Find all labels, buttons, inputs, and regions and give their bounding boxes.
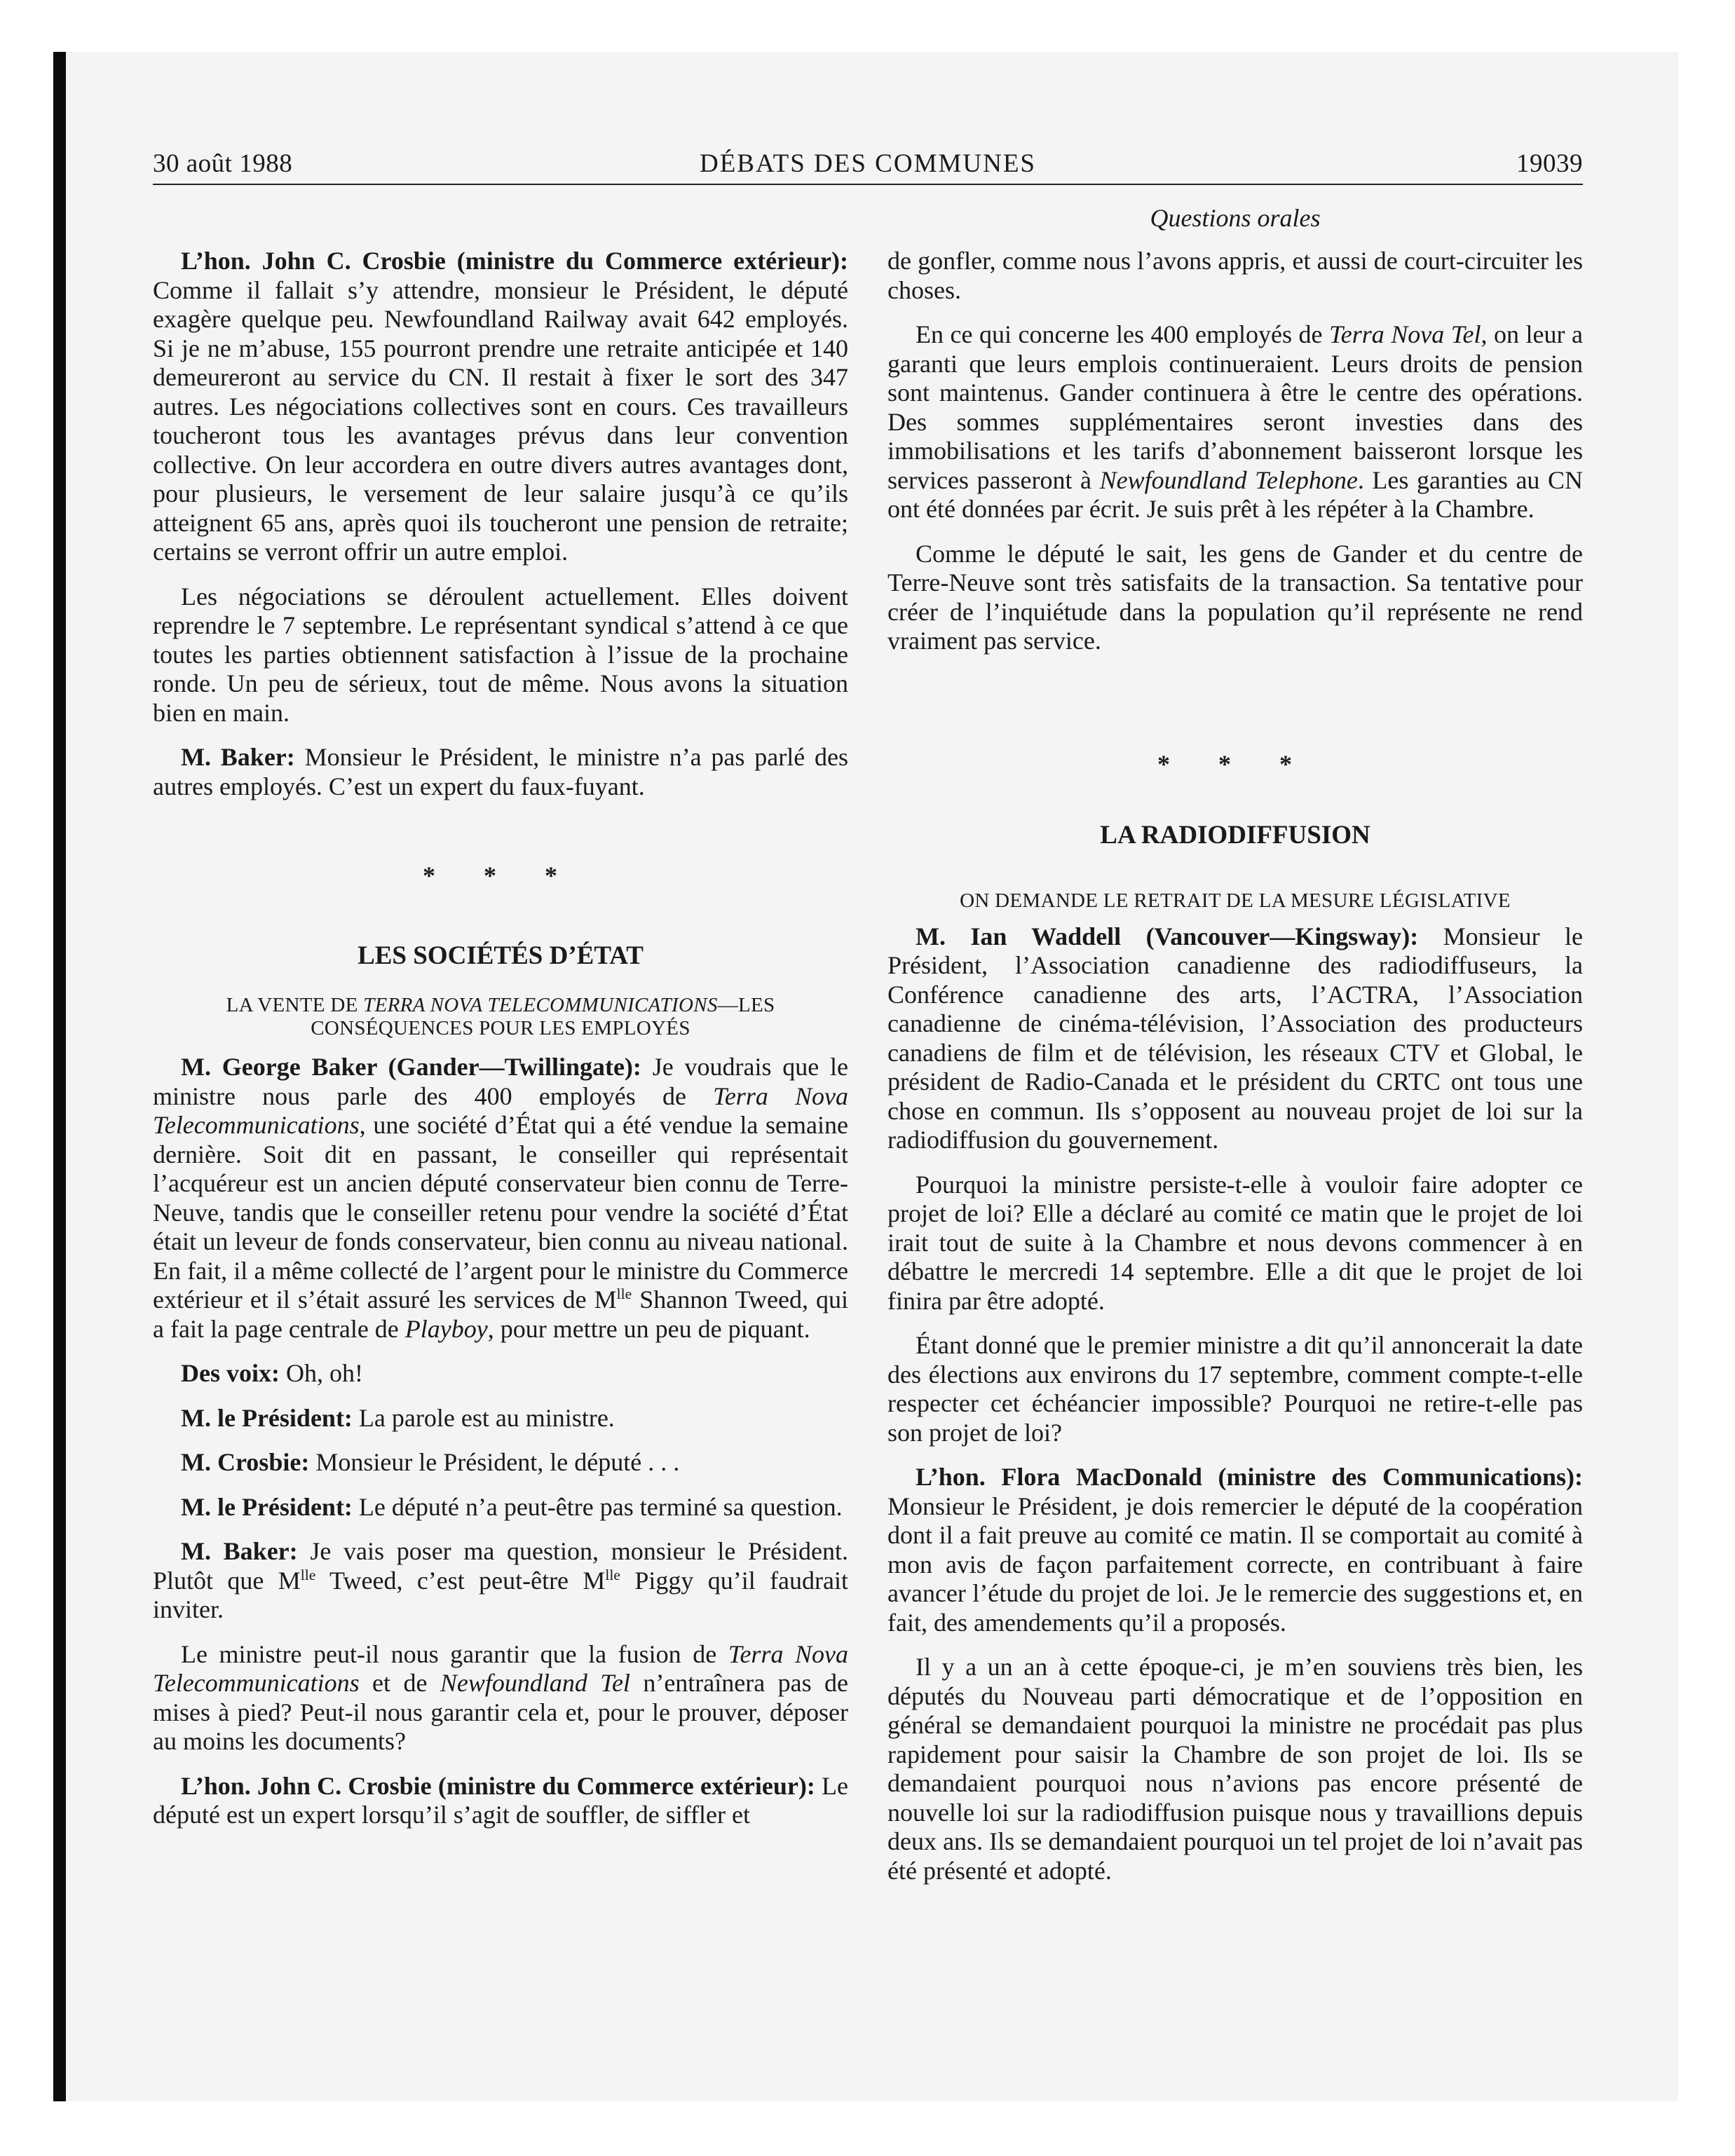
paragraph-text: Pourquoi la ministre persiste-t-elle à vouloir faire adopter ce projet de loi? Elle a déclaré au comité ce matin que le projet de loi irait tout de suite à la Chambre et nous devons commencer à en débattre le mercredi 14 septembre. Elle a dit que le projet de loi finira par être adopté. <box>887 1170 1583 1315</box>
paragraph-text: Comme le député le sait, les gens de Gander et du centre de Terre-Neuve sont très satisfaits de la transaction. Sa tentative pour créer de l’inquiétude dans la population qu’il représente ne rend vraiment pas service. <box>887 539 1583 655</box>
paragraph <box>887 540 1583 656</box>
paragraph-text: Oh, oh! <box>285 1359 363 1387</box>
speaker-name: M. George Baker (Gander—Twillingate): <box>181 1053 641 1081</box>
header-date: 30 août 1988 <box>153 149 293 178</box>
header-rule <box>153 184 1583 185</box>
right-column <box>887 247 1583 1901</box>
left-column <box>153 247 848 1845</box>
speaker-name: M. le Président: <box>181 1403 353 1432</box>
speaker-name: M. Baker: <box>181 1537 298 1565</box>
paragraph-text: Il y a un an à cette époque-ci, je m’en souviens très bien, les députés du Nouveau parti démocratique et de l’opposition en général se demandaient pourquoi la ministre ne procédait pas plus rapidement pour saisir la Chambre de son projet de loi. Ils se demandaient pourquoi nous n’avions pas encore présenté de nouvelle loi sur la radiodiffusion puisque nous y travaillions depuis deux ans. Ils se demandaient pourquoi un tel projet de loi n’avait pas été présenté et adopté. <box>887 1653 1583 1885</box>
paragraph <box>153 1359 848 1389</box>
header-title: DÉBATS DES COMMUNES <box>699 149 1036 178</box>
section-subheading: LA VENTE DE TERRA NOVA TELECOMMUNICATIONS—LES CONSÉQUENCES POUR LES EMPLOYÉS <box>226 994 775 1039</box>
section-label: Questions orales <box>1150 204 1321 232</box>
section-subheading: ON DEMANDE LE RETRAIT DE LA MESURE LÉGISLATIVE <box>960 889 1511 912</box>
paragraph-text: de gonfler, comme nous l’avons appris, et aussi de court-circuiter les choses. <box>887 247 1583 304</box>
section-separator: * * * <box>423 861 578 889</box>
speaker-name: M. Baker: <box>181 743 295 771</box>
scan-edge <box>53 52 66 2101</box>
paragraph: M. Baker: Je vais poser ma question, monsieur le Président. Plutôt que $M^{lle}$ Tweed, c’est peut-être $M^{lle}$ Piggy qu’il faudrait inviter. <box>153 1537 849 1623</box>
speaker-name: M. Crosbie: <box>181 1448 310 1476</box>
paragraph <box>153 1404 848 1433</box>
paragraph-text: La parole est au ministre. <box>358 1403 615 1432</box>
speaker-name: M. Ian Waddell (Vancouver—Kingsway): <box>916 922 1419 950</box>
paragraph-text: Le député n’a peut-être pas terminé sa question. <box>358 1492 843 1521</box>
paragraph <box>153 1448 848 1478</box>
paragraph <box>887 1463 1583 1637</box>
paragraph-text: Le député est un expert lorsqu’il s’agit de souffler, de siffler et <box>153 1771 848 1829</box>
paragraph: M. George Baker (Gander—Twillingate): Je voudrais que le ministre nous parle des 400 employés de Terra Nova Telecommunications, une société d’État qui a été vendue la semaine dernière. Soit dit en passant, le conseiller qui représentait l’acquéreur est un ancien député conservateur bien connu de Terre-Neuve, tandis que le conseiller retenu pour vendre la société d’État était un leveur de fonds conservateur, bien connu au niveau national. En fait, il a même collecté de l’argent pour le ministre du Commerce extérieur et il s’était assuré les services de $M^{lle}$ Shannon Tweed, qui a fait la page centrale de Playboy, pour mettre un peu de piquant. <box>153 1053 849 1343</box>
speaker-name: Des voix: <box>181 1359 280 1387</box>
paragraph <box>153 1772 848 1830</box>
paragraph-text: Monsieur le Président, l’Association canadienne des radiodiffuseurs, la Conférence canadienne des arts, l’ACTRA, l’Association canadienne de cinéma-télévision, l’Association des producteurs canadiens de film et de télévision, les réseaux CTV et Global, le président de Radio-Canada et le président du CRTC ont tous une chose en commun. Ils s’opposent au nouveau projet de loi sur la radiodiffusion du gouvernement. <box>887 922 1583 1154</box>
paragraph-text: Les négociations se déroulent actuellement. Elles doivent reprendre le 7 septembre. Le représentant syndical s’attend à ce que toutes les parties obtiennent satisfaction à l’issue de la prochaine ronde. Un peu de sérieux, tout de même. Nous avons la situation bien en main. <box>153 582 848 727</box>
paragraph <box>887 1653 1583 1885</box>
paragraph <box>887 922 1583 1155</box>
paragraph <box>887 1171 1583 1316</box>
paragraph: En ce qui concerne les 400 employés de Terra Nova Tel, on leur a garanti que leurs emplois continueraient. Leurs droits de pension sont maintenus. Gander continuera à être le centre des opérations. Des sommes supplémentaires seront investies dans des immobilisations et les tarifs d’abonnement baisseront lorsque les services passeront à Newfoundland Telephone. Les garanties au CN ont été données par écrit. Je suis prêt à les répéter à la Chambre. <box>887 320 1584 523</box>
speaker-name: M. le Président: <box>181 1492 353 1521</box>
speaker-name: L’hon. Flora MacDonald (ministre des Communications): <box>916 1463 1583 1491</box>
section-heading: LA RADIODIFFUSION <box>1100 821 1370 850</box>
paragraph-text: Étant donné que le premier ministre a dit qu’il annoncerait la date des élections aux environs du 17 septembre, comment compte-t-elle respecter cet échéancier impossible? Pourquoi ne retire-t-elle pas son projet de loi? <box>887 1331 1583 1447</box>
paragraph <box>153 247 848 567</box>
paragraph <box>887 247 1583 305</box>
paragraph <box>153 1493 848 1522</box>
paragraph-text: Monsieur le Président, le député . . . <box>315 1448 680 1476</box>
paragraph-text: Monsieur le Président, je dois remercier le député de la coopération dont il a fait preuve au comité ce matin. Il se comportait au comité à mon avis de façon parfaitement correcte, en contribuant à faire avancer l’étude du projet de loi. Je le remercie des suggestions et, en fait, des amendements qu’il a proposés. <box>887 1492 1583 1637</box>
speaker-name: L’hon. John C. Crosbie (ministre du Commerce extérieur): <box>181 247 848 275</box>
paragraph <box>153 743 848 801</box>
section-separator: * * * <box>1157 749 1313 778</box>
paragraph: Le ministre peut-il nous garantir que la fusion de Terra Nova Telecommunications et de Newfoundland Tel n’entraînera pas de mises à pied? Peut-il nous garantir cela et, pour le prouver, déposer au moins les documents? <box>153 1639 848 1755</box>
header-page-number: 19039 <box>1516 149 1583 178</box>
section-heading: LES SOCIÉTÉS D’ÉTAT <box>358 941 644 970</box>
paragraph <box>887 1331 1583 1447</box>
paragraph <box>153 582 848 728</box>
speaker-name: L’hon. John C. Crosbie (ministre du Commerce extérieur): <box>181 1771 815 1800</box>
paragraph-text: Comme il fallait s’y attendre, monsieur le Président, le député exagère quelque peu. Newfoundland Railway avait 642 employés. Si je ne m’abuse, 155 pourront prendre une retraite anticipée et 140 demeureront au service du CN. Il restait à fixer le sort des 347 autres. Les négociations collectives sont en cours. Ces travailleurs toucheront tous les avantages prévus dans leur convention collective. On leur accordera en outre divers autres avantages dont, pour plusieurs, le versement de leur salaire jusqu’à ce qu’ils atteignent 65 ans, après quoi ils toucheront une pension de retraite; certains se verront offrir un autre emploi. <box>153 275 848 566</box>
page-header <box>153 149 1583 185</box>
paragraph-text: Monsieur le Président, le ministre n’a pas parlé des autres employés. C’est un expert du faux-fuyant. <box>153 743 848 800</box>
